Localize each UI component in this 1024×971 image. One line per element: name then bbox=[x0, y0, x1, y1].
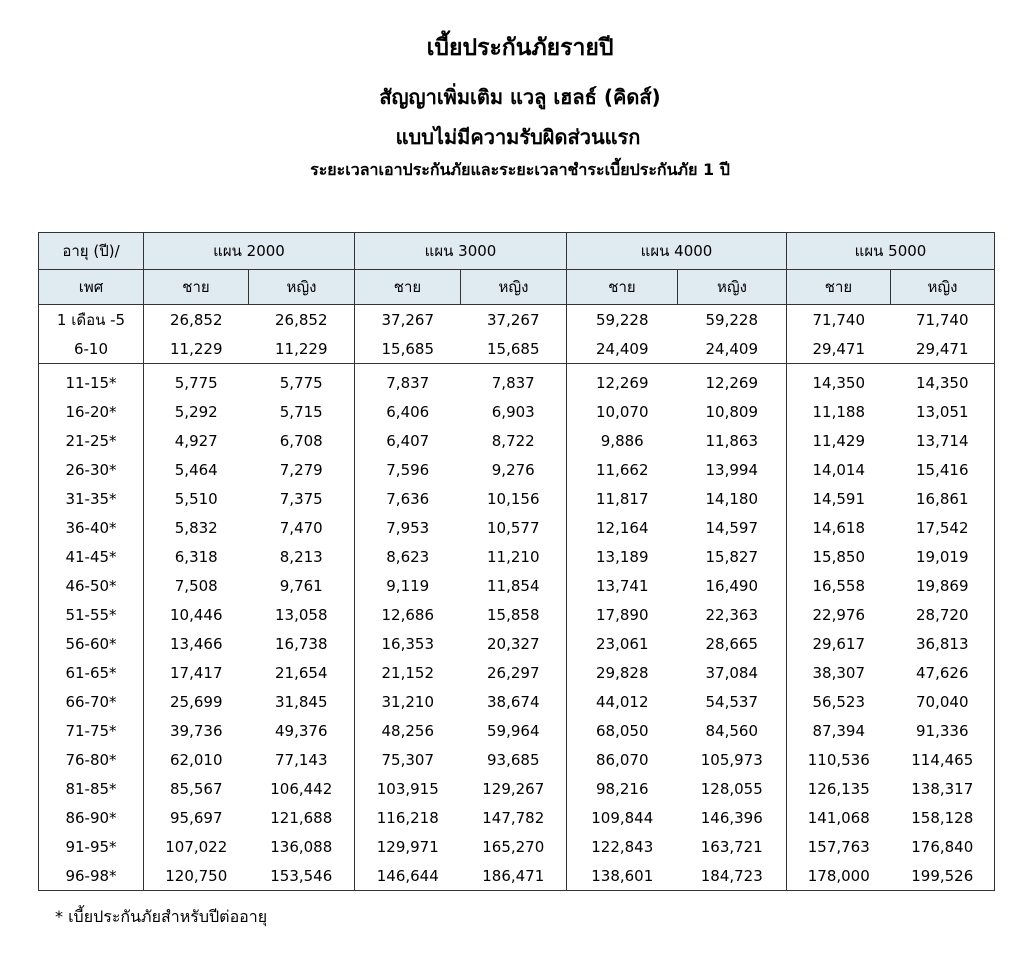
premium-cell: 15,850 bbox=[787, 542, 891, 571]
age-range-cell: 81-85* bbox=[39, 774, 144, 803]
premium-cell: 37,084 bbox=[678, 658, 787, 687]
premium-cell: 54,537 bbox=[678, 687, 787, 716]
age-range-cell: 41-45* bbox=[39, 542, 144, 571]
premium-cell: 11,229 bbox=[249, 334, 355, 364]
premium-cell: 153,546 bbox=[249, 861, 355, 891]
premium-cell: 84,560 bbox=[678, 716, 787, 745]
age-range-cell: 66-70* bbox=[39, 687, 144, 716]
table-row bbox=[39, 426, 995, 455]
coverage-period: ระยะเวลาเอาประกันภัยและระยะเวลาชำระเบี้ยประกันภัย 1 ปี bbox=[310, 160, 730, 179]
premium-cell: 15,685 bbox=[355, 334, 461, 364]
premium-cell: 17,890 bbox=[567, 600, 678, 629]
table-row bbox=[39, 571, 995, 600]
premium-cell: 12,269 bbox=[567, 364, 678, 398]
premium-cell: 9,119 bbox=[355, 571, 461, 600]
premium-cell: 14,350 bbox=[787, 364, 891, 398]
premium-cell: 38,307 bbox=[787, 658, 891, 687]
premium-cell: 13,994 bbox=[678, 455, 787, 484]
premium-cell: 70,040 bbox=[891, 687, 995, 716]
premium-cell: 15,827 bbox=[678, 542, 787, 571]
age-header: อายุ (ปี)/ bbox=[39, 233, 144, 270]
premium-cell: 8,213 bbox=[249, 542, 355, 571]
premium-cell: 31,210 bbox=[355, 687, 461, 716]
premium-cell: 7,279 bbox=[249, 455, 355, 484]
premium-cell: 28,665 bbox=[678, 629, 787, 658]
plan-header: แผน 3000 bbox=[355, 233, 567, 270]
premium-cell: 5,464 bbox=[144, 455, 249, 484]
premium-cell: 24,409 bbox=[678, 334, 787, 364]
premium-cell: 44,012 bbox=[567, 687, 678, 716]
premium-cell: 59,228 bbox=[678, 305, 787, 335]
premium-cell: 31,845 bbox=[249, 687, 355, 716]
premium-cell: 120,750 bbox=[144, 861, 249, 891]
plan-header: แผน 4000 bbox=[567, 233, 787, 270]
table-row bbox=[39, 861, 995, 891]
premium-cell: 14,591 bbox=[787, 484, 891, 513]
premium-cell: 157,763 bbox=[787, 832, 891, 861]
age-range-cell: 1 เดือน -5 bbox=[39, 305, 144, 335]
premium-cell: 14,350 bbox=[891, 364, 995, 398]
premium-cell: 16,353 bbox=[355, 629, 461, 658]
premium-cell: 15,858 bbox=[461, 600, 567, 629]
male-header: ชาย bbox=[567, 270, 678, 305]
premium-cell: 29,828 bbox=[567, 658, 678, 687]
footnote: * เบี้ยประกันภัยสำหรับปีต่ออายุ bbox=[55, 907, 268, 926]
premium-cell: 12,269 bbox=[678, 364, 787, 398]
premium-cell: 136,088 bbox=[249, 832, 355, 861]
premium-cell: 11,817 bbox=[567, 484, 678, 513]
premium-cell: 107,022 bbox=[144, 832, 249, 861]
page-title: เบี้ยประกันภัยรายปี bbox=[426, 35, 614, 61]
premium-cell: 15,416 bbox=[891, 455, 995, 484]
female-header: หญิง bbox=[891, 270, 995, 305]
premium-cell: 29,617 bbox=[787, 629, 891, 658]
premium-cell: 16,738 bbox=[249, 629, 355, 658]
premium-cell: 59,228 bbox=[567, 305, 678, 335]
premium-cell: 129,971 bbox=[355, 832, 461, 861]
premium-cell: 59,964 bbox=[461, 716, 567, 745]
table-row bbox=[39, 334, 995, 364]
premium-cell: 36,813 bbox=[891, 629, 995, 658]
table-row bbox=[39, 629, 995, 658]
female-header: หญิง bbox=[678, 270, 787, 305]
premium-cell: 9,761 bbox=[249, 571, 355, 600]
premium-cell: 17,417 bbox=[144, 658, 249, 687]
premium-table bbox=[38, 232, 995, 891]
premium-cell: 8,623 bbox=[355, 542, 461, 571]
premium-cell: 26,852 bbox=[249, 305, 355, 335]
premium-cell: 186,471 bbox=[461, 861, 567, 891]
premium-cell: 13,051 bbox=[891, 397, 995, 426]
premium-cell: 16,490 bbox=[678, 571, 787, 600]
table-row bbox=[39, 455, 995, 484]
premium-cell: 11,854 bbox=[461, 571, 567, 600]
premium-cell: 62,010 bbox=[144, 745, 249, 774]
premium-cell: 5,832 bbox=[144, 513, 249, 542]
premium-cell: 7,636 bbox=[355, 484, 461, 513]
age-range-cell: 46-50* bbox=[39, 571, 144, 600]
age-range-cell: 96-98* bbox=[39, 861, 144, 891]
premium-cell: 48,256 bbox=[355, 716, 461, 745]
premium-cell: 129,267 bbox=[461, 774, 567, 803]
deductible-note: แบบไม่มีความรับผิดส่วนแรก bbox=[395, 125, 641, 149]
premium-cell: 5,510 bbox=[144, 484, 249, 513]
premium-cell: 71,740 bbox=[787, 305, 891, 335]
premium-cell: 163,721 bbox=[678, 832, 787, 861]
premium-cell: 199,526 bbox=[891, 861, 995, 891]
premium-cell: 10,577 bbox=[461, 513, 567, 542]
premium-cell: 6,406 bbox=[355, 397, 461, 426]
premium-cell: 13,189 bbox=[567, 542, 678, 571]
premium-cell: 29,471 bbox=[787, 334, 891, 364]
rider-name: สัญญาเพิ่มเติม แวลู เฮลธ์ (คิดส์) bbox=[379, 85, 661, 109]
premium-cell: 12,686 bbox=[355, 600, 461, 629]
premium-cell: 47,626 bbox=[891, 658, 995, 687]
plan-header: แผน 2000 bbox=[144, 233, 355, 270]
premium-cell: 17,542 bbox=[891, 513, 995, 542]
premium-cell: 126,135 bbox=[787, 774, 891, 803]
premium-cell: 28,720 bbox=[891, 600, 995, 629]
premium-cell: 103,915 bbox=[355, 774, 461, 803]
premium-cell: 26,852 bbox=[144, 305, 249, 335]
premium-cell: 109,844 bbox=[567, 803, 678, 832]
premium-cell: 7,837 bbox=[461, 364, 567, 398]
gender-header: เพศ bbox=[39, 270, 144, 305]
premium-cell: 147,782 bbox=[461, 803, 567, 832]
age-range-cell: 91-95* bbox=[39, 832, 144, 861]
table-row bbox=[39, 397, 995, 426]
premium-cell: 11,210 bbox=[461, 542, 567, 571]
age-range-cell: 21-25* bbox=[39, 426, 144, 455]
premium-cell: 12,164 bbox=[567, 513, 678, 542]
premium-cell: 98,216 bbox=[567, 774, 678, 803]
age-range-cell: 26-30* bbox=[39, 455, 144, 484]
premium-cell: 26,297 bbox=[461, 658, 567, 687]
premium-cell: 10,070 bbox=[567, 397, 678, 426]
table-row bbox=[39, 305, 995, 335]
premium-cell: 110,536 bbox=[787, 745, 891, 774]
premium-cell: 77,143 bbox=[249, 745, 355, 774]
premium-cell: 6,903 bbox=[461, 397, 567, 426]
premium-cell: 114,465 bbox=[891, 745, 995, 774]
premium-cell: 11,662 bbox=[567, 455, 678, 484]
table-row bbox=[39, 513, 995, 542]
premium-cell: 14,014 bbox=[787, 455, 891, 484]
age-range-cell: 61-65* bbox=[39, 658, 144, 687]
table-row bbox=[39, 687, 995, 716]
table-row bbox=[39, 484, 995, 513]
premium-cell: 37,267 bbox=[461, 305, 567, 335]
premium-cell: 49,376 bbox=[249, 716, 355, 745]
premium-cell: 13,741 bbox=[567, 571, 678, 600]
premium-cell: 85,567 bbox=[144, 774, 249, 803]
premium-cell: 141,068 bbox=[787, 803, 891, 832]
table-row bbox=[39, 745, 995, 774]
premium-cell: 9,276 bbox=[461, 455, 567, 484]
premium-cell: 7,596 bbox=[355, 455, 461, 484]
premium-cell: 23,061 bbox=[567, 629, 678, 658]
premium-cell: 56,523 bbox=[787, 687, 891, 716]
male-header: ชาย bbox=[355, 270, 461, 305]
premium-cell: 10,446 bbox=[144, 600, 249, 629]
premium-cell: 11,188 bbox=[787, 397, 891, 426]
premium-cell: 29,471 bbox=[891, 334, 995, 364]
table-row bbox=[39, 364, 995, 398]
premium-cell: 9,886 bbox=[567, 426, 678, 455]
premium-cell: 6,708 bbox=[249, 426, 355, 455]
premium-cell: 146,396 bbox=[678, 803, 787, 832]
premium-cell: 24,409 bbox=[567, 334, 678, 364]
premium-cell: 21,152 bbox=[355, 658, 461, 687]
age-range-cell: 51-55* bbox=[39, 600, 144, 629]
premium-cell: 25,699 bbox=[144, 687, 249, 716]
age-range-cell: 86-90* bbox=[39, 803, 144, 832]
premium-cell: 8,722 bbox=[461, 426, 567, 455]
premium-cell: 5,775 bbox=[144, 364, 249, 398]
premium-cell: 75,307 bbox=[355, 745, 461, 774]
male-header: ชาย bbox=[787, 270, 891, 305]
age-range-cell: 16-20* bbox=[39, 397, 144, 426]
premium-cell: 14,180 bbox=[678, 484, 787, 513]
premium-cell: 14,618 bbox=[787, 513, 891, 542]
premium-cell: 5,292 bbox=[144, 397, 249, 426]
premium-cell: 7,953 bbox=[355, 513, 461, 542]
premium-cell: 11,429 bbox=[787, 426, 891, 455]
premium-cell: 39,736 bbox=[144, 716, 249, 745]
table-row bbox=[39, 716, 995, 745]
table-row bbox=[39, 658, 995, 687]
premium-cell: 68,050 bbox=[567, 716, 678, 745]
premium-cell: 105,973 bbox=[678, 745, 787, 774]
plan-header: แผน 5000 bbox=[787, 233, 995, 270]
premium-cell: 6,318 bbox=[144, 542, 249, 571]
premium-cell: 116,218 bbox=[355, 803, 461, 832]
premium-cell: 184,723 bbox=[678, 861, 787, 891]
table-row bbox=[39, 803, 995, 832]
premium-cell: 176,840 bbox=[891, 832, 995, 861]
premium-cell: 19,869 bbox=[891, 571, 995, 600]
female-header: หญิง bbox=[249, 270, 355, 305]
premium-cell: 128,055 bbox=[678, 774, 787, 803]
premium-cell: 13,058 bbox=[249, 600, 355, 629]
premium-cell: 86,070 bbox=[567, 745, 678, 774]
premium-cell: 95,697 bbox=[144, 803, 249, 832]
premium-cell: 178,000 bbox=[787, 861, 891, 891]
premium-cell: 106,442 bbox=[249, 774, 355, 803]
age-range-cell: 71-75* bbox=[39, 716, 144, 745]
premium-cell: 22,976 bbox=[787, 600, 891, 629]
premium-cell: 11,229 bbox=[144, 334, 249, 364]
premium-cell: 19,019 bbox=[891, 542, 995, 571]
premium-cell: 138,317 bbox=[891, 774, 995, 803]
premium-cell: 7,470 bbox=[249, 513, 355, 542]
premium-cell: 16,558 bbox=[787, 571, 891, 600]
premium-cell: 158,128 bbox=[891, 803, 995, 832]
male-header: ชาย bbox=[144, 270, 249, 305]
premium-cell: 7,837 bbox=[355, 364, 461, 398]
premium-cell: 91,336 bbox=[891, 716, 995, 745]
age-range-cell: 11-15* bbox=[39, 364, 144, 398]
premium-cell: 20,327 bbox=[461, 629, 567, 658]
premium-cell: 138,601 bbox=[567, 861, 678, 891]
premium-cell: 13,714 bbox=[891, 426, 995, 455]
premium-cell: 10,156 bbox=[461, 484, 567, 513]
premium-cell: 21,654 bbox=[249, 658, 355, 687]
table-row bbox=[39, 600, 995, 629]
table-row bbox=[39, 542, 995, 571]
premium-cell: 6,407 bbox=[355, 426, 461, 455]
premium-cell: 87,394 bbox=[787, 716, 891, 745]
premium-cell: 7,375 bbox=[249, 484, 355, 513]
premium-cell: 165,270 bbox=[461, 832, 567, 861]
age-range-cell: 76-80* bbox=[39, 745, 144, 774]
premium-cell: 37,267 bbox=[355, 305, 461, 335]
premium-cell: 5,775 bbox=[249, 364, 355, 398]
premium-cell: 5,715 bbox=[249, 397, 355, 426]
premium-cell: 122,843 bbox=[567, 832, 678, 861]
premium-cell: 16,861 bbox=[891, 484, 995, 513]
table-row bbox=[39, 832, 995, 861]
premium-cell: 71,740 bbox=[891, 305, 995, 335]
premium-cell: 7,508 bbox=[144, 571, 249, 600]
female-header: หญิง bbox=[461, 270, 567, 305]
premium-cell: 38,674 bbox=[461, 687, 567, 716]
age-range-cell: 36-40* bbox=[39, 513, 144, 542]
age-range-cell: 31-35* bbox=[39, 484, 144, 513]
age-range-cell: 56-60* bbox=[39, 629, 144, 658]
premium-cell: 11,863 bbox=[678, 426, 787, 455]
premium-cell: 121,688 bbox=[249, 803, 355, 832]
premium-cell: 4,927 bbox=[144, 426, 249, 455]
table-row bbox=[39, 774, 995, 803]
premium-cell: 15,685 bbox=[461, 334, 567, 364]
premium-cell: 10,809 bbox=[678, 397, 787, 426]
premium-cell: 13,466 bbox=[144, 629, 249, 658]
premium-cell: 146,644 bbox=[355, 861, 461, 891]
age-range-cell: 6-10 bbox=[39, 334, 144, 364]
premium-cell: 93,685 bbox=[461, 745, 567, 774]
premium-cell: 22,363 bbox=[678, 600, 787, 629]
premium-cell: 14,597 bbox=[678, 513, 787, 542]
